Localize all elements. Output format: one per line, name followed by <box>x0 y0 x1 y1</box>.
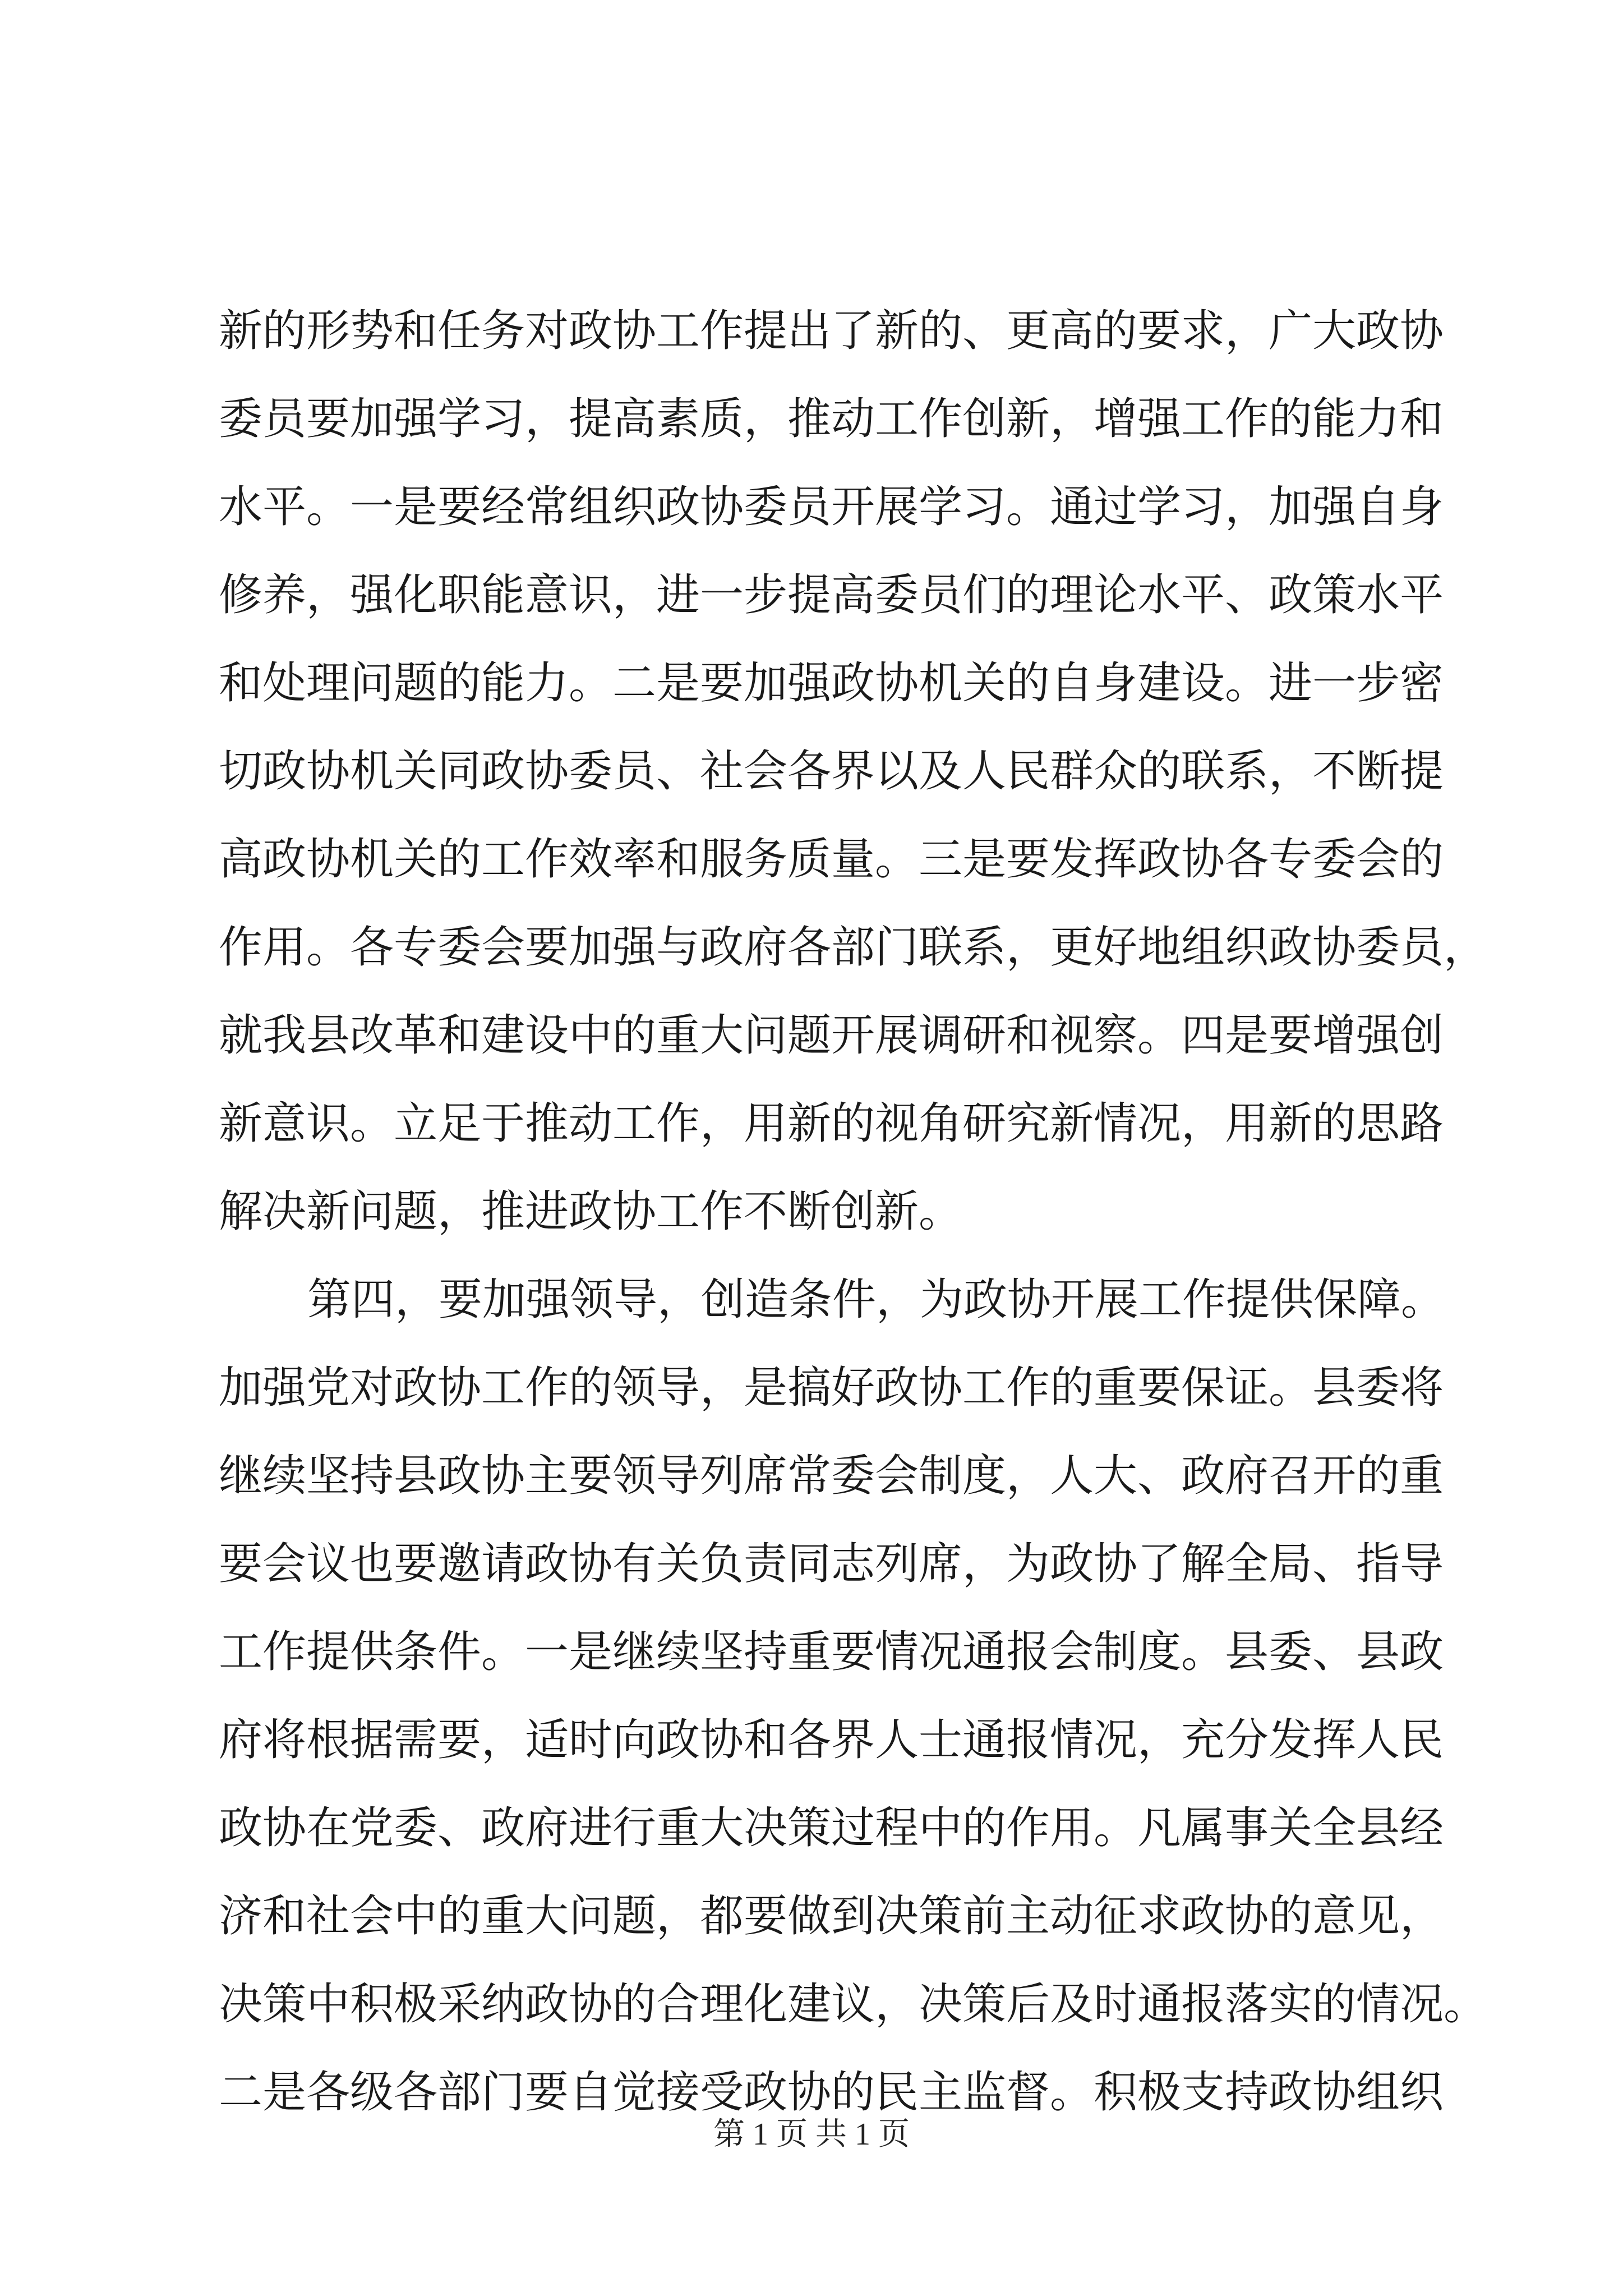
paragraph-2-line-10: 二是各级各部门要自觉接受政协的民主监督。积极支持政协组织 <box>219 2067 1444 2118</box>
paragraph-1-line-9: 就我县改革和建设中的重大问题开展调研和视察。四是要增强创 <box>219 1010 1444 1061</box>
document-body <box>219 0 1488 2118</box>
paragraph-1-line-4: 修养，强化职能意识，进一步提高委员们的理论水平、政策水平 <box>219 570 1444 620</box>
paragraph-2-line-1: 第四，要加强领导，创造条件，为政协开展工作提供保障。 <box>307 1274 1445 1325</box>
paragraph-1-line-5: 和处理问题的能力。二是要加强政协机关的自身建设。进一步密 <box>219 658 1444 708</box>
paragraph-2-line-9: 决策中积极采纳政协的合理化建议，决策后及时通报落实的情况。 <box>219 1979 1488 2030</box>
paragraph-2-line-3: 继续坚持县政协主要领导列席常委会制度，人大、政府召开的重 <box>219 1451 1444 1501</box>
page-number-footer: 第 1 页 共 1 页 <box>713 2117 910 2152</box>
paragraph-2-line-8: 济和社会中的重大问题，都要做到决策前主动征求政协的意见， <box>219 1891 1444 1941</box>
paragraph-2-line-6: 府将根据需要，适时向政协和各界人士通报情况，充分发挥人民 <box>219 1715 1444 1765</box>
paragraph-2-line-4: 要会议也要邀请政协有关负责同志列席，为政协了解全局、指导 <box>219 1539 1444 1589</box>
paragraph-2-line-7: 政协在党委、政府进行重大决策过程中的作用。凡属事关全县经 <box>219 1803 1444 1853</box>
paragraph-2-line-5: 工作提供条件。一是继续坚持重要情况通报会制度。县委、县政 <box>219 1627 1444 1677</box>
paragraph-1-line-2: 委员要加强学习，提高素质，推动工作创新，增强工作的能力和 <box>219 394 1444 444</box>
paragraph-1-line-7: 高政协机关的工作效率和服务质量。三是要发挥政协各专委会的 <box>219 834 1444 885</box>
paragraph-1-line-11: 解决新问题，推进政协工作不断创新。 <box>219 1186 963 1237</box>
paragraph-1-line-1: 新的形势和任务对政协工作提出了新的、更高的要求，广大政协 <box>219 306 1444 356</box>
paragraph-1-line-8: 作用。各专委会要加强与政府各部门联系，更好地组织政协委员， <box>219 922 1488 973</box>
paragraph-1-line-6: 切政协机关同政协委员、社会各界以及人民群众的联系，不断提 <box>219 746 1444 797</box>
paragraph-2-line-2: 加强党对政协工作的领导，是搞好政协工作的重要保证。县委将 <box>219 1363 1444 1413</box>
paragraph-1-line-3: 水平。一是要经常组织政协委员开展学习。通过学习，加强自身 <box>219 482 1444 532</box>
paragraph-1-line-10: 新意识。立足于推动工作，用新的视角研究新情况，用新的思路 <box>219 1098 1444 1149</box>
